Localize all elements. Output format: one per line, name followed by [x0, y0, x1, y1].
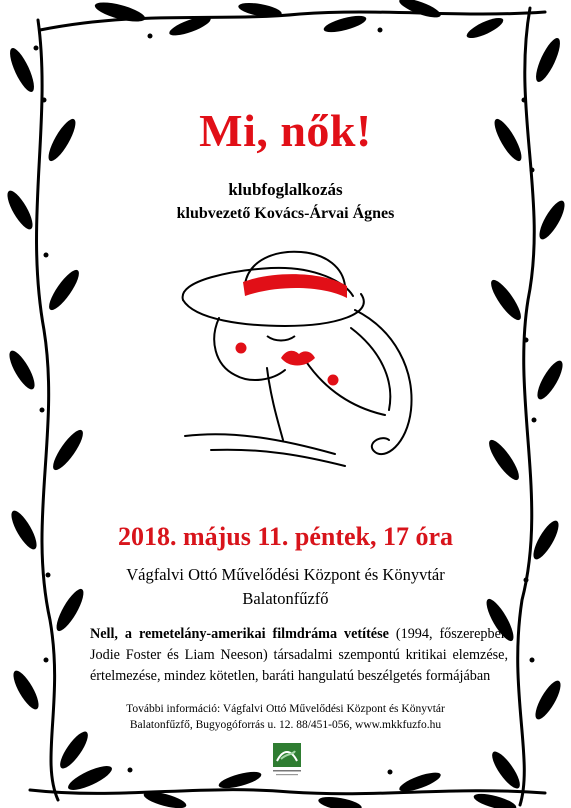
lady-in-hat-illustration [175, 240, 445, 480]
venue-name: Vágfalvi Ottó Művelődési Központ és Könyvtár [126, 565, 445, 584]
club-leader: klubvezető Kovács-Árvai Ágnes [176, 205, 395, 222]
event-description [90, 624, 508, 687]
page-title: Mi, nők! [199, 105, 372, 156]
venue-town: Balatonfűzfő [242, 589, 329, 608]
film-title: Nell, a remetelány-amerikai filmdráma vetítése [90, 626, 389, 642]
event-date-time: 2018. május 11. péntek, 17 óra [117, 522, 454, 551]
film-details: (1994, főszerepben Jodie Foster és Liam Neeson) társadalmi szempontú kritikai elemzése, értelmezése, mindez kötetlen, baráti hangulatú beszélgetés formájában [90, 626, 508, 684]
info-line-1: További információ: Vágfalvi Ottó Művelődési Központ és Könyvtár [126, 703, 445, 715]
cultural-center-logo [267, 741, 307, 781]
event-subtitle: klubfoglalkozás [228, 180, 343, 199]
info-line-2: Balatonfűzfő, Bugyogóforrás u. 12. 88/451-056, www.mkkfuzfo.hu [129, 719, 442, 731]
